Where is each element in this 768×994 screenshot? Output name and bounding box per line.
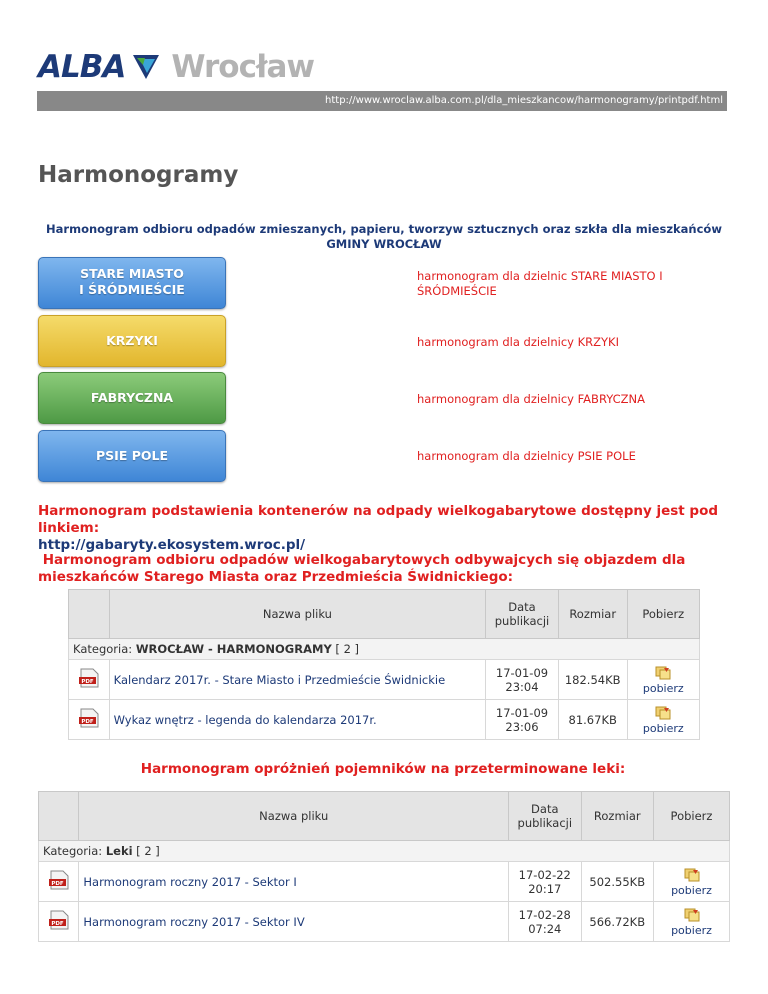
category-prefix: Kategoria:	[73, 642, 136, 656]
page-title: Harmonogramy	[38, 162, 239, 188]
category-label	[39, 841, 730, 862]
table-header-size: Rozmiar	[558, 590, 627, 639]
file-date-cell	[509, 862, 582, 902]
gabaryty-link[interactable]: http://gabaryty.ekosystem.wroc.pl/	[38, 537, 306, 553]
file-icon-cell	[39, 862, 79, 902]
district-button-stare-miasto[interactable]	[38, 257, 226, 309]
table-header-size: Rozmiar	[581, 792, 653, 841]
file-name-cell	[109, 700, 486, 740]
file-date-cell	[486, 700, 559, 740]
table-header-download: Pobierz	[654, 792, 730, 841]
svg-text:PDF: PDF	[81, 718, 94, 725]
file-size: 81.67KB	[558, 700, 627, 740]
file-download-cell	[654, 862, 730, 902]
intro-text	[40, 222, 728, 252]
table-header-row	[69, 590, 700, 639]
bulky-subheading	[38, 552, 728, 586]
table-header-date-line-1: Data	[531, 802, 559, 816]
district-link-stare-miasto[interactable]: harmonogram dla dzielnic STARE MIASTO I ŚRÓDMIEŚCIE	[417, 269, 663, 298]
table-row	[69, 700, 700, 740]
meds-heading: Harmonogram opróżnień pojemników na przeterminowane leki:	[140, 761, 626, 777]
logo-city-text: Wrocław	[171, 49, 315, 85]
file-download-cell	[654, 902, 730, 942]
file-time: 07:24	[528, 921, 562, 936]
bulky-subheading-line-2: mieszkańców Starego Miasta oraz Przedmieścia Świdnickiego:	[38, 569, 514, 585]
svg-text:PDF: PDF	[51, 920, 64, 927]
table-row	[69, 660, 700, 700]
file-name-cell	[79, 862, 509, 902]
category-label	[69, 639, 700, 660]
pdf-icon	[48, 910, 70, 930]
pdf-icon	[48, 870, 70, 890]
file-icon-cell	[69, 700, 110, 740]
files-table-leki	[38, 791, 730, 942]
svg-text:PDF: PDF	[81, 678, 94, 685]
file-name-link[interactable]: Wykaz wnętrz - legenda do kalendarza 2017r.	[113, 712, 377, 727]
bulky-subheading-line-1: Harmonogram odbioru odpadów wielkogabarytowych odbywajcych się objazdem dla	[38, 552, 686, 568]
table-header-icon-col	[39, 792, 79, 841]
table-header-date-line-2: publikacji	[517, 816, 573, 830]
file-date: 17-02-22	[518, 867, 571, 882]
table-header-row	[39, 792, 730, 841]
file-date: 17-02-28	[518, 907, 571, 922]
download-link[interactable]: pobierz	[671, 883, 712, 897]
table-header-download: Pobierz	[627, 590, 699, 639]
district-link-fabryczna[interactable]: harmonogram dla dzielnicy FABRYCZNA	[417, 392, 645, 406]
file-date: 17-01-09	[495, 705, 549, 720]
district-link-krzyki[interactable]: harmonogram dla dzielnicy KRZYKI	[417, 335, 619, 349]
file-time: 23:04	[505, 679, 539, 694]
table-header-date	[486, 590, 559, 639]
district-link-psie-pole[interactable]: harmonogram dla dzielnicy PSIE POLE	[417, 449, 636, 463]
file-name-cell	[109, 660, 486, 700]
file-size: 182.54KB	[558, 660, 627, 700]
table-row	[39, 902, 730, 942]
logo-alba-text: ALBA	[38, 49, 126, 85]
pdf-icon	[78, 668, 100, 688]
table-header-date-line-2: publikacji	[494, 614, 550, 628]
file-date: 17-01-09	[495, 665, 549, 680]
district-button-krzyki[interactable]	[38, 315, 226, 367]
district-button-label: PSIE POLE	[96, 448, 168, 463]
bulky-heading-line-1: Harmonogram podstawienia kontenerów na odpady wielkogabarytowe dostępny jest pod	[38, 503, 719, 519]
download-icon[interactable]	[682, 867, 702, 883]
svg-text:PDF: PDF	[51, 880, 64, 887]
table-header-date	[509, 792, 582, 841]
category-count: [ 2 ]	[331, 642, 360, 656]
intro-line-2: GMINY WROCŁAW	[326, 237, 442, 251]
file-name-link[interactable]: Kalendarz 2017r. - Stare Miasto i Przedmieście Świdnickie	[113, 672, 446, 687]
district-button-psie-pole[interactable]	[38, 430, 226, 482]
download-icon[interactable]	[653, 665, 673, 681]
file-date-cell	[509, 902, 582, 942]
bulky-heading	[38, 503, 728, 537]
table-header-name: Nazwa pliku	[79, 792, 509, 841]
file-size: 502.55KB	[581, 862, 653, 902]
category-name[interactable]: WROCŁAW - HARMONOGRAMY	[135, 642, 332, 656]
file-time: 20:17	[528, 881, 562, 896]
category-row	[39, 841, 730, 862]
file-time: 23:06	[505, 719, 539, 734]
file-name-link[interactable]: Harmonogram roczny 2017 - Sektor I	[83, 874, 297, 889]
file-name-cell	[79, 902, 509, 942]
file-download-cell	[627, 660, 699, 700]
district-button-label: KRZYKI	[106, 333, 158, 348]
category-prefix: Kategoria:	[43, 844, 106, 858]
download-link[interactable]: pobierz	[642, 681, 684, 695]
category-name[interactable]: Leki	[105, 844, 133, 858]
district-button-label: FABRYCZNA	[90, 390, 174, 405]
category-row	[69, 639, 700, 660]
bulky-heading-line-2: linkiem:	[38, 520, 100, 536]
download-link[interactable]: pobierz	[671, 923, 712, 937]
url-bar	[37, 91, 727, 111]
download-icon[interactable]	[682, 907, 702, 923]
file-download-cell	[627, 700, 699, 740]
table-header-name: Nazwa pliku	[109, 590, 486, 639]
file-size: 566.72KB	[581, 902, 653, 942]
table-header-date-line-1: Data	[508, 600, 536, 614]
pdf-icon	[78, 708, 100, 728]
files-table-wroclaw	[68, 589, 700, 740]
alba-shield-icon	[131, 53, 161, 81]
file-date-cell	[486, 660, 559, 700]
file-icon-cell	[69, 660, 110, 700]
table-header-icon-col	[69, 590, 110, 639]
category-count: [ 2 ]	[132, 844, 160, 858]
table-row	[39, 862, 730, 902]
district-button-fabryczna[interactable]	[38, 372, 226, 424]
district-button-label: STARE MIASTO	[80, 266, 184, 281]
intro-line-1: Harmonogram odbioru odpadów zmieszanych, papieru, tworzyw sztucznych oraz szkła dla mieszkańców	[46, 222, 722, 236]
district-button-label: I ŚRÓDMIEŚCIE	[79, 282, 185, 297]
download-link[interactable]: pobierz	[642, 721, 684, 735]
file-name-link[interactable]: Harmonogram roczny 2017 - Sektor IV	[83, 914, 305, 929]
page-url: http://www.wroclaw.alba.com.pl/dla_mieszkancow/harmonogramy/printpdf.html	[325, 95, 723, 106]
file-icon-cell	[39, 902, 79, 942]
alba-logo[interactable]	[38, 49, 315, 85]
download-icon[interactable]	[653, 705, 673, 721]
